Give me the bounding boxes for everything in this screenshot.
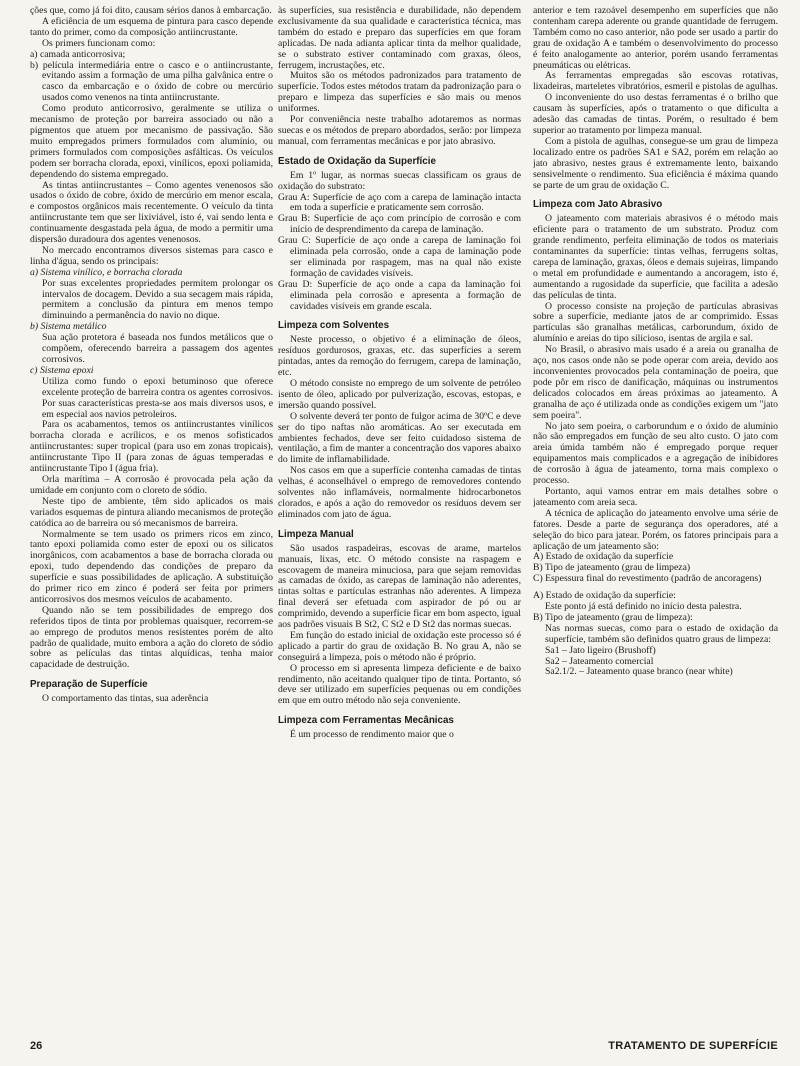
paragraph: O processo em si apresenta limpeza deficiente e de baixo rendimento, não aceitando qualquer tipo de tinta. Portanto, só deve ser utilizado em superfícies pequenas ou em condições em que em outro método não seja conveniente.	[278, 662, 521, 707]
text-column-3	[533, 6, 778, 1028]
paragraph: As tintas antiincrustantes – Como agentes venenosos são usados o óxido de cobre, óxido de mercúrio em menor escala, e compostos orgânicos mais recentemente. O veículo da tinta antiincrustante tem que ser lixiviável, isto é, vai sendo lenta e continuamente desgastada pela água, de modo a permitir uma dispersão duradoura dos agentes venenosos.	[30, 179, 273, 246]
paragraph: Por conveniência neste trabalho adotaremos as normas suecas e os métodos de preparo abordados, serão: por limpeza manual, com ferramentas mecânicas e por jato abrasivo.	[278, 114, 521, 147]
paragraph: Portanto, aqui vamos entrar em mais detalhes sobre o jateamento com areia seca.	[533, 485, 778, 508]
running-section-title: TRATAMENTO DE SUPERFÍCIE	[608, 1040, 778, 1052]
paragraph: No jato sem poeira, o carborundum e o óxido de alumínio não são empregados em função de seu alto custo. O jato com areia úmida também não é empregado porque requer equipamentos mais complicados e a agregação de inibidores de corrosão à água de jateamento, torna mais complexo o processo.	[533, 420, 778, 487]
paragraph: às superfícies, sua resistência e durabilidade, não dependem exclusivamente da sua qualidade e característica técnica, mas também do estado e preparo das superfícies em que foram aplicadas. De nada adianta aplicar tinta da melhor qualidade, se o substrato estiver contaminado com graxas, óleos, ferrugem, incrustações, etc.	[278, 6, 521, 71]
paragraph: Sa2 – Jateamento comercial	[545, 655, 654, 667]
paragraph: Grau D: Superfície de aço onde a capa da laminação foi eliminada pela corrosão e apresenta a formação de cavidades visíveis em grande escala.	[278, 278, 521, 312]
page-footer	[30, 1040, 778, 1056]
paragraph: São usados raspadeiras, escovas de arame, martelos manuais, lixas, etc. O método consiste na raspagem e escovagem de maneira minuciosa, para que sejam removidas as camadas de óxido, as carepas de laminação não aderentes, tintas soltas e partículas estranhas não aderentes. A limpeza final deverá ser efetuada com aspirador de pó ou ar comprimido, devendo a superfície ficar em bom aspecto, igual aos padrões visuais B St2, C St2 e D St2 das normas suecas.	[278, 542, 521, 631]
paragraph: No mercado encontramos diversos sistemas para casco e linha d'água, sendo os principais:	[30, 244, 273, 267]
paragraph: b) Sistema metálico	[30, 321, 107, 333]
paragraph: Nos casos em que a superfície contenha camadas de tintas velhas, é aconselhável o emprego de removedores contendo solventes não inflamáveis, normalmente hidrocarbonetos clorados, e após a ação do removedor os resíduos devem ser eliminados com jato de água.	[278, 465, 521, 520]
paragraph: Neste tipo de ambiente, têm sido aplicados os mais variados esquemas de pintura aliando mecanismos de proteção catódica ao de barreira ou só mecanismos de barreira.	[30, 495, 273, 529]
paragraph: É um processo de rendimento maior que o	[290, 729, 454, 741]
paragraph: Neste processo, o objetivo é a eliminação de óleos, resíduos gordurosos, graxas, etc. das superfícies a serem pintadas, antes da remoção do ferrugem, carepa de laminação, etc.	[278, 334, 521, 379]
paragraph: a) camada anticorrosiva;	[30, 48, 126, 60]
paragraph: a) Sistema vinílico, e borracha clorada	[30, 266, 183, 278]
paragraph: Muitos são os métodos padronizados para tratamento de superfície. Todos estes métodos tratam da padronização para o preparo e limpeza das superfícies e são mais ou menos uniformes.	[278, 70, 521, 115]
paragraph: Sa1 – Jato ligeiro (Brushoff)	[545, 644, 656, 656]
paragraph: Grau A: Superfície de aço com a carepa de laminação intacta em toda a superfície e praticamente sem corrosão.	[278, 191, 521, 214]
paragraph: ções que, como já foi dito, causam sérios danos à embarcação.	[30, 6, 272, 16]
paragraph: Os primers funcionam como:	[42, 37, 156, 49]
paragraph: b) película intermediária entre o casco e o antiincrustante, evitando assim a formação de uma pilha galvânica entre o casco da embarcação e o óxido de cobre ou mercúrio usados como venenos na tinta antiincrustante.	[30, 59, 273, 104]
paragraph: A eficiência de um esquema de pintura para casco depende tanto do primer, como da composição antiincrustante.	[30, 15, 273, 38]
page-number: 26	[30, 1040, 43, 1052]
paragraph: Grau B: Superfície de aço com princípio de corrosão e com início de desprendimento da carepa de laminação.	[278, 213, 521, 236]
section-heading: Limpeza Manual	[278, 528, 354, 540]
paragraph: Grau C: Superfície de aço onde a carepa de laminação foi eliminada pela corrosão, onde a capa de laminação pode ser eliminada por raspagem, mas na qual não existe formação de cavidades visíveis.	[278, 235, 521, 279]
paragraph: O processo consiste na projeção de partículas abrasivas sobre a superfície, mediante jatos de ar comprimido. Essas partículas são granalhas metálicas, carborundum, óxido de alumínio e areias do tipo silicioso, isentas de argila e sal.	[533, 300, 778, 345]
paragraph: anterior e tem razoável desempenho em superfícies que não contenham carepa aderente ou grande quantidade de ferrugem. Também como no caso anterior, não pode ser usado a partir do grau de oxidação A e também o desenvolvimento do processo é feito analogamente ao anterior, porém usando ferramentas pneumáticas ou elétricas.	[533, 6, 778, 71]
section-heading: Limpeza com Solventes	[278, 320, 390, 332]
paragraph: O comportamento das tintas, sua aderência	[42, 693, 209, 705]
paragraph: Para os acabamentos, temos os antiincrustantes vinílicos borracha clorada e acrílicos, e os menos sofisticados antiincrustantes: super tropical (para uso em zonas tropicais), antiincrustante Tipo II (para zonas de águas temperadas e antiincrustante Tipo I (água fria).	[30, 419, 273, 475]
paragraph: Quando não se tem possibilidades de emprego dos referidos tipos de tinta por problemas quaisquer, recorrem-se ao emprego de produtos menos resistentes porém de alto padrão de qualidade, muito embora a ação do cloreto de sódio sobre as películas das tintas alquídicas, tenha maior capacidade de destruição.	[30, 604, 273, 671]
paragraph: Orla marítima – A corrosão é provocada pela ação da umidade em conjunto com o cloreto de sódio.	[30, 473, 273, 496]
section-heading: Limpeza com Ferramentas Mecânicas	[278, 715, 454, 727]
text-column-1	[30, 6, 273, 1028]
paragraph: Utiliza como fundo o epoxi betuminoso que oferece excelente proteção de barreira contra os agentes corrosivos. Por suas características presta-se aos mais diversos usos, e em especial aos navios petroleiros.	[42, 375, 273, 420]
paragraph: Nas normas suecas, como para o estado de oxidação da superfície, também são definidos quatro graus de limpeza:	[545, 622, 778, 645]
paragraph: A técnica de aplicação do jateamento envolve uma série de fatores. Desde a parte de segurança dos operadores, até a seleção do bico para jatear. Porém, os fatores principais para a aplicação de um jateamento são:	[533, 507, 778, 552]
paragraph: No Brasil, o abrasivo mais usado é a areia ou granalha de aço, nos casos onde não se pode operar com areia, devido aos inconvenientes provocados pela contaminação de poeira, que pode pôr em risco de danificação, máquinas ou instrumentos delicados colocados em áreas próximas ao jateamento. A granalha de aço é utilizada onde as condições exigem um "jato sem poeira".	[533, 344, 778, 421]
paragraph: B) Tipo de jateamento (grau de limpeza):	[533, 611, 693, 623]
paragraph: O jateamento com materiais abrasivos é o método mais eficiente para o tratamento de um substrato. Produz com grande rendimento, perfeita eliminação de todos os materiais contaminantes da superfície: tintas velhas, ferrugens soltas, carepa de laminação, graxas, óleos e demais sujeiras, limpando o metal em profundidade e aumentando a ancoragem, isto é, aumentando a rugosidade da superfície, que facilita a adesão das películas de tinta.	[533, 213, 778, 301]
paragraph: O método consiste no emprego de um solvente de petróleo isento de óleo, aplicado por pulverização, escovas, estopas, e imersão quando possível.	[278, 378, 521, 411]
text-column-2	[278, 6, 521, 1028]
paragraph: Em função do estado inicial de oxidação este processo só é aplicado a partir do grau de oxidação B. No grau A, não se conseguirá a limpeza, pois o método não é próprio.	[278, 629, 521, 663]
paragraph: B) Tipo de jateamento (grau de limpeza)	[533, 562, 691, 574]
paragraph: Por suas excelentes propriedades permitem prolongar os intervalos de docagem. Devido a sua secagem mais rápida, permitem a conclusão da pintura em menos tempo diminuindo a permanência do navio no dique.	[42, 277, 273, 322]
paragraph: A) Estado de oxidação da superfície	[533, 551, 674, 563]
paragraph: O solvente deverá ter ponto de fulgor acima de 30ºC e deve ser do tipo naftas não aromáticas. Ao ser executada em ambientes fechados, deve ser feito cuidadoso sistema de ventilação, a fim de manter a concentração dos vapores abaixo do limite de inflamabilidade.	[278, 410, 521, 466]
paragraph: Em 1º lugar, as normas suecas classificam os graus de oxidação do substrato:	[278, 169, 521, 192]
paragraph: c) Sistema epoxi	[30, 364, 94, 376]
paragraph: Como produto anticorrosivo, geralmente se utiliza o mecanismo de proteção por barreira associado ou não a pigmentos que atuem por mecanismo de passivação. São muito empregados primers formulados com alumínio, ou primers formulados com composições asfálticas. Os veículos podem ser borracha clorada, epoxi, vinílicos, epoxi poliamida, dependendo do sistema empregado.	[30, 103, 273, 180]
paragraph: A) Estado de oxidação da superfície:	[533, 590, 676, 602]
paragraph: Sa2.1/2. – Jateamento quase branco (near white)	[545, 666, 733, 678]
paragraph: Sua ação protetora é baseada nos fundos metálicos que o compõem, oferecendo barreira a passagem dos agentes corrosivos.	[42, 332, 273, 365]
paragraph: Com a pistola de agulhas, consegue-se um grau de limpeza localizado entre os padrões SA1 e SA2, porém em relação ao jato abrasivo, nestes graus é extremamente lento, baixando sensivelmente o rendimento. Sua eficiência é máxima quando se parte de um grau de oxidação C.	[533, 135, 778, 191]
section-heading: Estado de Oxidação da Superfície	[278, 155, 436, 167]
paragraph: Este ponto já está definido no início desta palestra.	[545, 601, 742, 613]
section-heading: Preparação de Superfície	[30, 679, 148, 691]
paragraph: O inconveniente do uso destas ferramentas é o brilho que causam às superfícies, após o tratamento o que dificulta a adesão das camadas de tintas. Porém, o resultado é bem superior ao tratamento por limpeza manual.	[533, 92, 778, 136]
paragraph: C) Espessura final do revestimento (padrão de ancoragens)	[533, 573, 762, 585]
paragraph: As ferramentas empregadas são escovas rotativas, lixadeiras, marteletes vibratórios, esmeril e pistolas de agulhas.	[533, 70, 778, 93]
section-heading: Limpeza com Jato Abrasivo	[533, 199, 663, 211]
paragraph: Normalmente se tem usado os primers ricos em zinco, tanto epoxi poliamida como ester de epoxi ou os silicatos inorgânicos, com acabamentos a base de borracha clorada ou epoxi, tudo dependendo das condições de preparo da superfície e suas possibilidades de aplicação. A substituição do primer rico em zinco é poderá ser feita por primers anticorrosivos dos mesmos veículos de acabamento.	[30, 528, 273, 605]
